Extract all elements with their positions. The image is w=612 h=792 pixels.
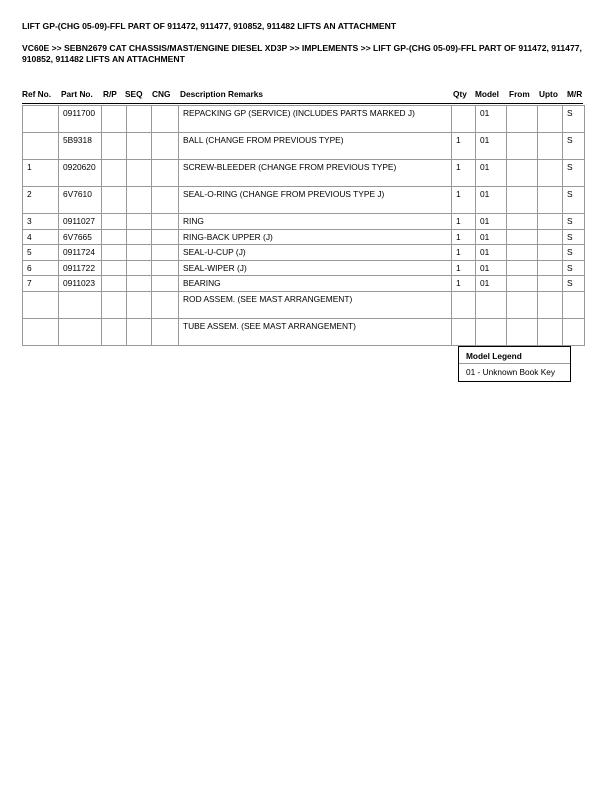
cell-cng	[152, 260, 179, 276]
cell-seq	[127, 187, 152, 214]
cell-rp	[102, 229, 127, 245]
cell-cng	[152, 187, 179, 214]
cell-desc: REPACKING GP (SERVICE) (INCLUDES PARTS MARKED J)	[179, 106, 452, 133]
cell-mr: S	[563, 106, 585, 133]
parts-table	[22, 105, 585, 346]
table-row	[23, 318, 585, 345]
col-upto: Upto	[539, 89, 558, 99]
cell-qty: 1	[452, 160, 476, 187]
cell-model: 01	[476, 106, 507, 133]
page-title: LIFT GP-(CHG 05-09)-FFL PART OF 911472, 911477, 910852, 911482 LIFTS AN ATTACHMENT	[22, 21, 397, 31]
cell-model: 01	[476, 245, 507, 261]
cell-part: 0911724	[59, 245, 102, 261]
cell-cng	[152, 214, 179, 230]
table-row	[23, 106, 585, 133]
cell-part: 5B9318	[59, 133, 102, 160]
cell-upto	[538, 245, 563, 261]
cell-desc: SEAL-O-RING (CHANGE FROM PREVIOUS TYPE J)	[179, 187, 452, 214]
cell-seq	[127, 260, 152, 276]
col-cng: CNG	[152, 89, 171, 99]
cell-upto	[538, 260, 563, 276]
cell-from	[507, 291, 538, 318]
cell-cng	[152, 133, 179, 160]
cell-rp	[102, 106, 127, 133]
cell-from	[507, 214, 538, 230]
cell-rp	[102, 245, 127, 261]
cell-from	[507, 245, 538, 261]
cell-desc: TUBE ASSEM. (SEE MAST ARRANGEMENT)	[179, 318, 452, 345]
table-row	[23, 229, 585, 245]
cell-desc: BEARING	[179, 276, 452, 292]
table-row	[23, 245, 585, 261]
cell-upto	[538, 291, 563, 318]
cell-seq	[127, 291, 152, 318]
cell-upto	[538, 276, 563, 292]
cell-seq	[127, 106, 152, 133]
col-part: Part No.	[61, 89, 93, 99]
cell-mr: S	[563, 187, 585, 214]
cell-seq	[127, 245, 152, 261]
cell-upto	[538, 133, 563, 160]
cell-part: 0911700	[59, 106, 102, 133]
cell-from	[507, 160, 538, 187]
cell-part: 0911027	[59, 214, 102, 230]
cell-cng	[152, 318, 179, 345]
cell-qty: 1	[452, 187, 476, 214]
cell-part: 6V7665	[59, 229, 102, 245]
cell-ref: 1	[23, 160, 59, 187]
cell-ref	[23, 318, 59, 345]
cell-rp	[102, 318, 127, 345]
legend-item: 01 - Unknown Book Key	[466, 367, 556, 377]
cell-ref	[23, 291, 59, 318]
cell-mr: S	[563, 214, 585, 230]
cell-from	[507, 106, 538, 133]
cell-from	[507, 318, 538, 345]
cell-part: 0911722	[59, 260, 102, 276]
cell-mr	[563, 291, 585, 318]
cell-rp	[102, 187, 127, 214]
cell-model: 01	[476, 229, 507, 245]
cell-mr: S	[563, 160, 585, 187]
cell-from	[507, 133, 538, 160]
cell-ref: 4	[23, 229, 59, 245]
cell-upto	[538, 318, 563, 345]
cell-ref: 2	[23, 187, 59, 214]
cell-rp	[102, 260, 127, 276]
table-header	[22, 87, 583, 104]
cell-qty	[452, 106, 476, 133]
col-mr: M/R	[567, 89, 583, 99]
cell-desc: SCREW-BLEEDER (CHANGE FROM PREVIOUS TYPE)	[179, 160, 452, 187]
col-desc: Description Remarks	[180, 89, 264, 99]
model-legend	[458, 346, 571, 382]
cell-part: 6V7610	[59, 187, 102, 214]
cell-cng	[152, 245, 179, 261]
cell-qty: 1	[452, 133, 476, 160]
cell-model: 01	[476, 187, 507, 214]
cell-rp	[102, 133, 127, 160]
table-row	[23, 187, 585, 214]
cell-seq	[127, 229, 152, 245]
cell-ref: 6	[23, 260, 59, 276]
table-row	[23, 260, 585, 276]
cell-cng	[152, 160, 179, 187]
cell-desc: SEAL-WIPER (J)	[179, 260, 452, 276]
cell-from	[507, 187, 538, 214]
cell-seq	[127, 133, 152, 160]
cell-cng	[152, 276, 179, 292]
cell-part	[59, 291, 102, 318]
col-from: From	[509, 89, 530, 99]
col-qty: Qty	[453, 89, 467, 99]
table-row	[23, 276, 585, 292]
cell-model: 01	[476, 276, 507, 292]
col-model: Model	[475, 89, 499, 99]
cell-model	[476, 318, 507, 345]
cell-ref: 3	[23, 214, 59, 230]
cell-model: 01	[476, 133, 507, 160]
cell-from	[507, 229, 538, 245]
cell-mr: S	[563, 245, 585, 261]
cell-from	[507, 276, 538, 292]
col-seq: SEQ	[125, 89, 143, 99]
legend-title: Model Legend	[459, 347, 570, 364]
cell-rp	[102, 291, 127, 318]
cell-seq	[127, 214, 152, 230]
cell-qty: 1	[452, 229, 476, 245]
cell-model: 01	[476, 214, 507, 230]
cell-qty	[452, 318, 476, 345]
cell-desc: SEAL-U-CUP (J)	[179, 245, 452, 261]
cell-upto	[538, 229, 563, 245]
cell-mr	[563, 318, 585, 345]
cell-model: 01	[476, 160, 507, 187]
col-ref: Ref No.	[22, 89, 52, 99]
cell-cng	[152, 291, 179, 318]
cell-model	[476, 291, 507, 318]
cell-qty: 1	[452, 214, 476, 230]
cell-desc: RING-BACK UPPER (J)	[179, 229, 452, 245]
cell-part	[59, 318, 102, 345]
cell-desc: ROD ASSEM. (SEE MAST ARRANGEMENT)	[179, 291, 452, 318]
cell-seq	[127, 276, 152, 292]
cell-mr: S	[563, 276, 585, 292]
table-row	[23, 214, 585, 230]
cell-qty: 1	[452, 276, 476, 292]
cell-desc: BALL (CHANGE FROM PREVIOUS TYPE)	[179, 133, 452, 160]
cell-ref	[23, 133, 59, 160]
cell-desc: RING	[179, 214, 452, 230]
cell-qty	[452, 291, 476, 318]
cell-qty: 1	[452, 245, 476, 261]
table-row	[23, 133, 585, 160]
cell-ref: 5	[23, 245, 59, 261]
cell-seq	[127, 318, 152, 345]
cell-upto	[538, 187, 563, 214]
cell-upto	[538, 106, 563, 133]
cell-seq	[127, 160, 152, 187]
cell-part: 0911023	[59, 276, 102, 292]
cell-rp	[102, 214, 127, 230]
cell-upto	[538, 214, 563, 230]
cell-model: 01	[476, 260, 507, 276]
cell-from	[507, 260, 538, 276]
cell-mr: S	[563, 260, 585, 276]
cell-qty: 1	[452, 260, 476, 276]
cell-cng	[152, 229, 179, 245]
table-row	[23, 291, 585, 318]
cell-mr: S	[563, 133, 585, 160]
cell-cng	[152, 106, 179, 133]
cell-rp	[102, 276, 127, 292]
table-row	[23, 160, 585, 187]
cell-ref	[23, 106, 59, 133]
cell-rp	[102, 160, 127, 187]
cell-ref: 7	[23, 276, 59, 292]
cell-upto	[538, 160, 563, 187]
cell-mr: S	[563, 229, 585, 245]
breadcrumb: VC60E >> SEBN2679 CAT CHASSIS/MAST/ENGINE DIESEL XD3P >> IMPLEMENTS >> LIFT GP-(CHG 05-09)-FFL PART OF 911472, 911477, 910852, 911482 LIFTS AN ATTACHMENT	[22, 43, 582, 64]
cell-part: 0920620	[59, 160, 102, 187]
col-rp: R/P	[103, 89, 117, 99]
